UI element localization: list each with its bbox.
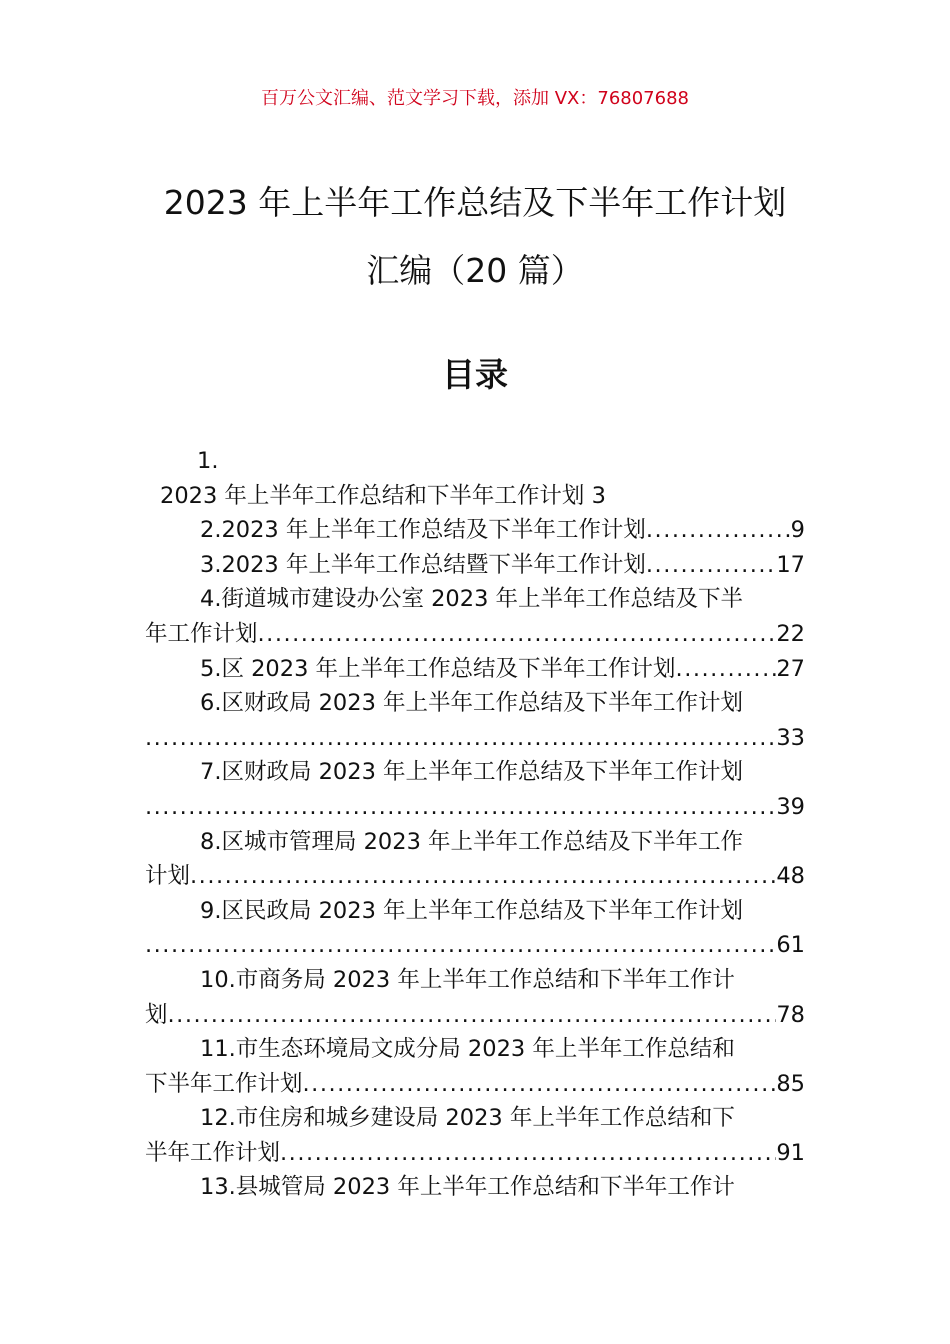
table-of-contents — [145, 444, 805, 1205]
toc-entry-9[interactable] — [145, 894, 805, 929]
toc-entry-4-cont[interactable] — [145, 617, 805, 652]
toc-entry-title-cont: 划 — [145, 1001, 168, 1028]
toc-entry-title: 6.区财政局 2023 年上半年工作总结及下半年工作计划 — [200, 690, 744, 717]
toc-leader-dots — [145, 790, 776, 825]
toc-leader-dots — [676, 652, 777, 687]
toc-entry-13[interactable] — [145, 1170, 805, 1205]
toc-entry-title: 4.街道城市建设办公室 2023 年上半年工作总结及下半 — [200, 586, 744, 613]
toc-entry-1-title: 2023 年上半年工作总结和下半年工作计划 3 — [160, 482, 606, 509]
toc-entry-title-cont: 年工作计划 — [145, 620, 258, 647]
toc-leader-dots — [646, 513, 791, 548]
document-title-line2: 汇编（20 篇） — [366, 251, 584, 290]
toc-page-number: 39 — [776, 793, 805, 820]
toc-page-number: 48 — [776, 863, 805, 890]
toc-leader-dots — [145, 928, 776, 963]
toc-entry-title: 2.2023 年上半年工作总结及下半年工作计划 — [200, 517, 646, 544]
toc-entry-12-cont[interactable] — [145, 1136, 805, 1171]
toc-entry-1-text — [145, 479, 805, 514]
toc-page-number: 78 — [776, 1001, 805, 1028]
toc-page-number: 22 — [776, 620, 805, 647]
toc-leader-dots — [303, 1067, 777, 1102]
toc-entry-5[interactable] — [145, 652, 805, 687]
toc-entry-10-cont[interactable] — [145, 998, 805, 1033]
toc-entry-9-cont[interactable] — [145, 928, 805, 963]
header-note: 百万公文汇编、范文学习下载，添加 VX：76807688 — [261, 88, 689, 109]
toc-entry-title-cont: 计划 — [145, 863, 191, 890]
toc-entry-title: 5.区 2023 年上半年工作总结及下半年工作计划 — [200, 655, 676, 682]
toc-leader-dots — [646, 548, 776, 583]
toc-entry-title-cont: 半年工作计划 — [145, 1139, 281, 1166]
toc-entry-1[interactable] — [145, 444, 805, 479]
toc-leader-dots — [258, 617, 777, 652]
toc-entry-title: 7.区财政局 2023 年上半年工作总结及下半年工作计划 — [200, 759, 744, 786]
toc-entry-6[interactable] — [145, 686, 805, 721]
document-title-line1: 2023 年上半年工作总结及下半年工作计划 — [163, 183, 787, 222]
toc-entry-11-cont[interactable] — [145, 1067, 805, 1102]
toc-page-number: 91 — [776, 1139, 805, 1166]
toc-page-number: 9 — [790, 517, 805, 544]
toc-page-number: 27 — [776, 655, 805, 682]
toc-entry-11[interactable] — [145, 1032, 805, 1067]
toc-entry-12[interactable] — [145, 1101, 805, 1136]
toc-leader-dots — [145, 721, 776, 756]
toc-entry-7-cont[interactable] — [145, 790, 805, 825]
toc-page-number: 17 — [776, 551, 805, 578]
toc-page-number: 61 — [776, 932, 805, 959]
toc-entry-title: 3.2023 年上半年工作总结暨下半年工作计划 — [200, 551, 646, 578]
toc-entry-8-cont[interactable] — [145, 859, 805, 894]
toc-entry-3[interactable] — [145, 548, 805, 583]
toc-entry-2[interactable] — [145, 513, 805, 548]
toc-entry-title: 8.区城市管理局 2023 年上半年工作总结及下半年工作 — [200, 828, 744, 855]
toc-page-number: 33 — [776, 724, 805, 751]
toc-entry-1-number: 1. — [197, 448, 219, 474]
toc-page-number: 85 — [776, 1070, 805, 1097]
toc-entry-title: 12.市住房和城乡建设局 2023 年上半年工作总结和下 — [200, 1105, 735, 1132]
toc-entry-title: 10.市商务局 2023 年上半年工作总结和下半年工作计 — [200, 966, 735, 993]
toc-leader-dots — [168, 998, 777, 1033]
toc-entry-title: 11.市生态环境局文成分局 2023 年上半年工作总结和 — [200, 1036, 735, 1063]
toc-entry-4[interactable] — [145, 582, 805, 617]
toc-entry-6-cont[interactable] — [145, 721, 805, 756]
toc-leader-dots — [190, 859, 776, 894]
toc-entry-title-cont: 下半年工作计划 — [145, 1070, 303, 1097]
toc-entry-8[interactable] — [145, 825, 805, 860]
toc-entry-title: 13.县城管局 2023 年上半年工作总结和下半年工作计 — [200, 1174, 735, 1201]
toc-heading: 目录 — [442, 355, 508, 394]
toc-entry-10[interactable] — [145, 963, 805, 998]
toc-leader-dots — [280, 1136, 776, 1171]
toc-entry-7[interactable] — [145, 755, 805, 790]
toc-entry-title: 9.区民政局 2023 年上半年工作总结及下半年工作计划 — [200, 897, 744, 924]
